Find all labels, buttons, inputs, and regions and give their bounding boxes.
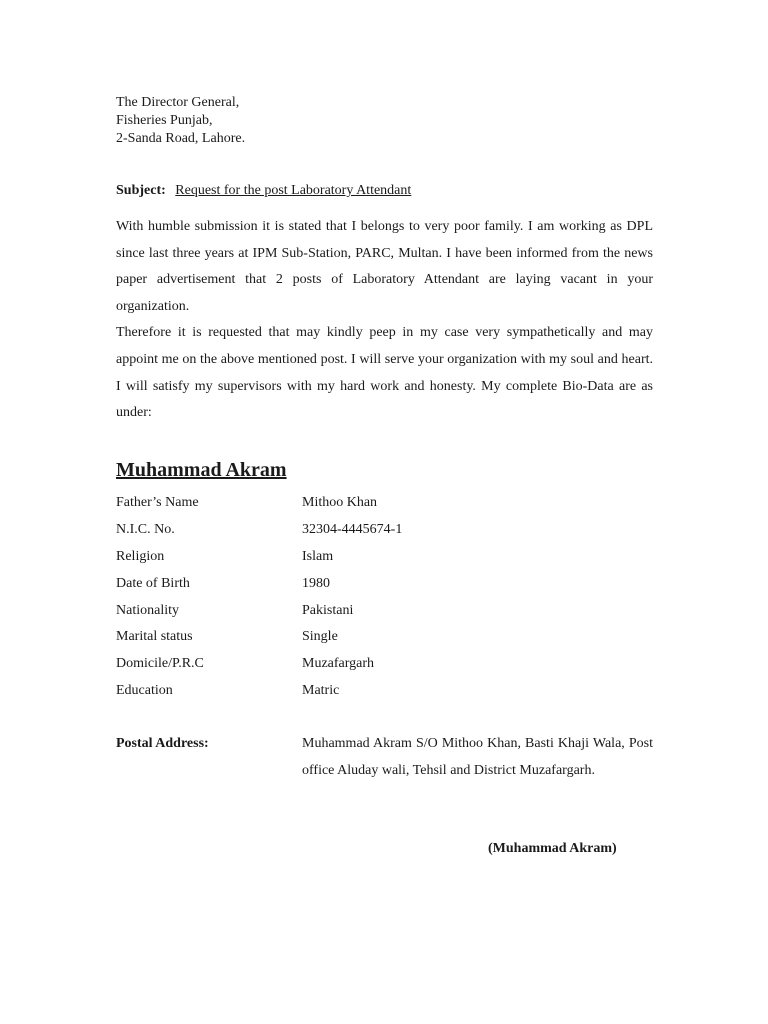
bio-data-table	[116, 490, 653, 704]
bio-label: Date of Birth	[116, 575, 190, 591]
bio-label: N.I.C. No.	[116, 522, 175, 538]
body-paragraph-1: With humble submission it is stated that I belongs to very poor family. I am working as DPL since last three years at IPM Sub-Station, PARC, Multan. I have been informed from the news paper advertisement that 2 posts of Laboratory Attendant are laying vacant in your organization.	[116, 219, 653, 314]
letter-body	[116, 214, 653, 427]
bio-row	[116, 678, 653, 705]
recipient-address	[116, 94, 245, 148]
bio-row	[116, 651, 653, 678]
bio-value: Islam	[302, 548, 334, 564]
bio-row	[116, 517, 653, 544]
postal-address-value: Muhammad Akram S/O Mithoo Khan, Basti Khaji Wala, Post office Aluday wali, Tehsil and District Muzafargarh.	[302, 736, 653, 778]
applicant-name-heading: Muhammad Akram	[116, 459, 287, 481]
bio-row	[116, 624, 653, 651]
subject-label: Subject:	[116, 183, 166, 198]
postal-address-label: Postal Address:	[116, 736, 209, 751]
bio-value: Mithoo Khan	[302, 495, 378, 511]
bio-value: 1980	[302, 575, 330, 591]
bio-row	[116, 570, 653, 597]
bio-value: 32304-4445674-1	[302, 522, 403, 538]
bio-row	[116, 597, 653, 624]
bio-label: Domicile/P.R.C	[116, 656, 204, 672]
signature-name: (Muhammad Akram)	[488, 841, 617, 856]
bio-row	[116, 544, 653, 571]
bio-label: Religion	[116, 548, 165, 564]
postal-address	[116, 731, 653, 784]
bio-label: Nationality	[116, 602, 179, 618]
bio-label: Marital status	[116, 629, 193, 645]
bio-label: Father’s Name	[116, 495, 199, 511]
bio-value: Matric	[302, 682, 340, 698]
subject-line	[116, 182, 411, 200]
address-line-1: The Director General,	[116, 95, 240, 110]
body-paragraph-2: Therefore it is requested that may kindly peep in my case very sympathetically and may appoint me on the above mentioned post. I will serve your organization with my soul and heart. I will satisfy my supervisors with my hard work and honesty. My complete Bio-Data are as under:	[116, 325, 653, 421]
bio-label: Education	[116, 682, 173, 698]
address-line-3: 2-Sanda Road, Lahore.	[116, 131, 246, 146]
subject-text: Request for the post Laboratory Attendant	[175, 183, 412, 198]
bio-value: Pakistani	[302, 602, 354, 618]
bio-value: Muzafargarh	[302, 656, 375, 672]
bio-row	[116, 490, 653, 517]
address-line-2: Fisheries Punjab,	[116, 113, 213, 128]
bio-value: Single	[302, 629, 338, 645]
